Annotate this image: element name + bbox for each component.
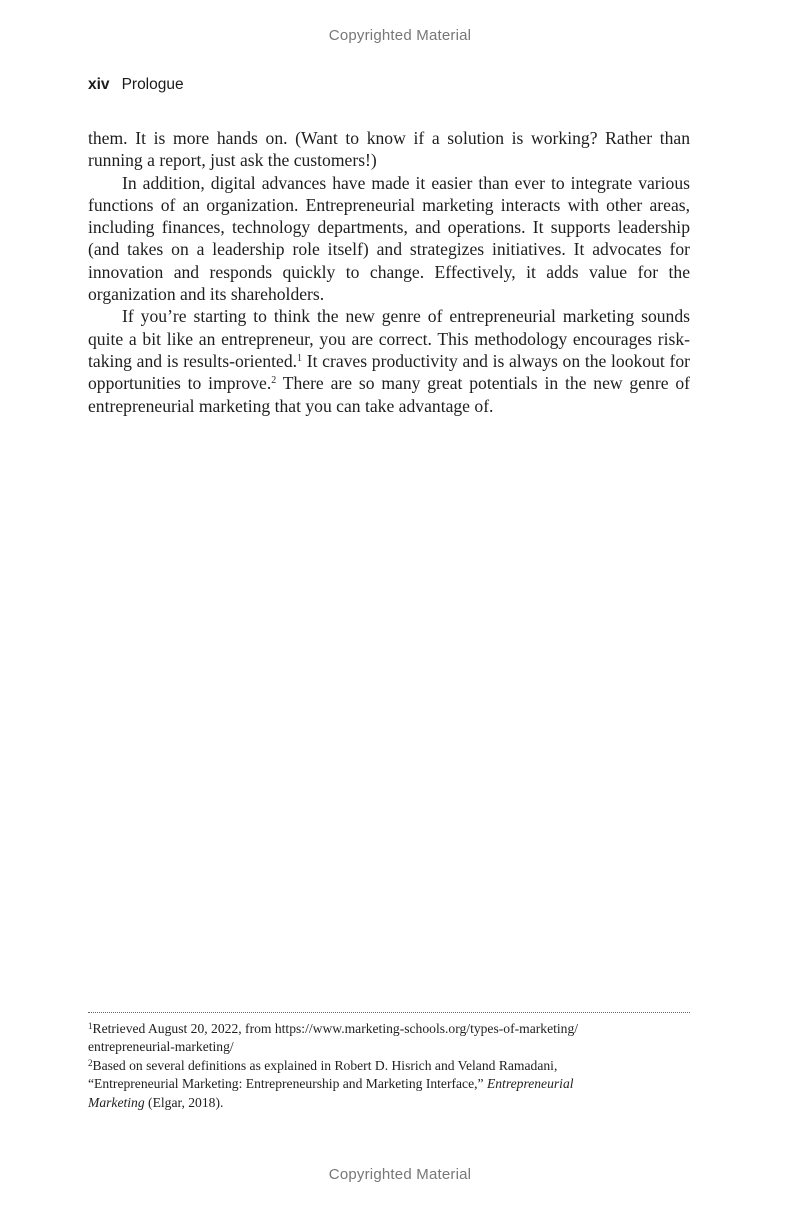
paragraph-3-part-c: There are so many great potentials in the new genre of entrepreneurial marketing that you can take advantage of. <box>88 373 690 416</box>
footnote-2-number: 2 <box>88 1057 93 1068</box>
paragraph-1: them. It is more hands on. (Want to know if a solution is working? Rather than running a report, just ask the customers!) <box>88 128 690 171</box>
footnote-ref-2: 2 <box>271 375 277 387</box>
footnotes <box>88 1020 690 1112</box>
paragraph-3-part-b: It craves productivity and is always on the lookout for opportunities to improve. <box>88 350 690 394</box>
footnote-2 <box>88 1057 690 1112</box>
section-title: Prologue <box>121 76 184 93</box>
paragraph-2: In addition, digital advances have made it easier than ever to integrate various functions of an organization. Entrepreneurial marketing interacts with other areas, including finances, technology departments, and operations. It supports leadership (and takes on a leadership role itself) and strategizes initiatives. It advocates for innovation and responds quickly to change. Effectively, it adds value for the organization and its shareholders. <box>88 172 690 305</box>
footnote-2-line-1: Based on several definitions as explained in Robert D. Hisrich and Veland Ramadani, <box>92 1057 558 1073</box>
footnote-1-line-2: entrepreneurial-marketing/ <box>88 1039 234 1055</box>
page-number: xiv <box>88 76 110 93</box>
footnote-1-line-1: Retrieved August 20, 2022, from https://www.marketing-schools.org/types-of-marketing/ <box>92 1021 579 1036</box>
running-head <box>88 76 184 94</box>
paragraph-3 <box>88 305 690 416</box>
footnote-ref-1: 1 <box>297 352 303 364</box>
copyright-watermark-top: Copyrighted Material <box>328 27 472 44</box>
paragraph-3-part-a: If you’re starting to think the new genre of entrepreneurial marketing sounds quite a bit like an entrepreneur, you are correct. This methodology encourages risk-taking and is results-oriented. <box>88 306 690 371</box>
footnote-1-number: 1 <box>88 1021 93 1031</box>
footnote-2-tail: (Elgar, 2018). <box>144 1094 224 1110</box>
footnote-2-line-2: “Entrepreneurial Marketing: Entrepreneurship and Marketing Interface,” <box>88 1076 487 1092</box>
body-text <box>88 127 690 417</box>
footnote-2-title-part-1: Entrepreneurial <box>486 1076 574 1092</box>
footnote-1 <box>88 1020 690 1057</box>
copyright-watermark-bottom: Copyrighted Material <box>328 1166 472 1183</box>
footnote-divider <box>88 1012 690 1013</box>
footnote-2-title-part-2: Marketing <box>88 1094 145 1110</box>
